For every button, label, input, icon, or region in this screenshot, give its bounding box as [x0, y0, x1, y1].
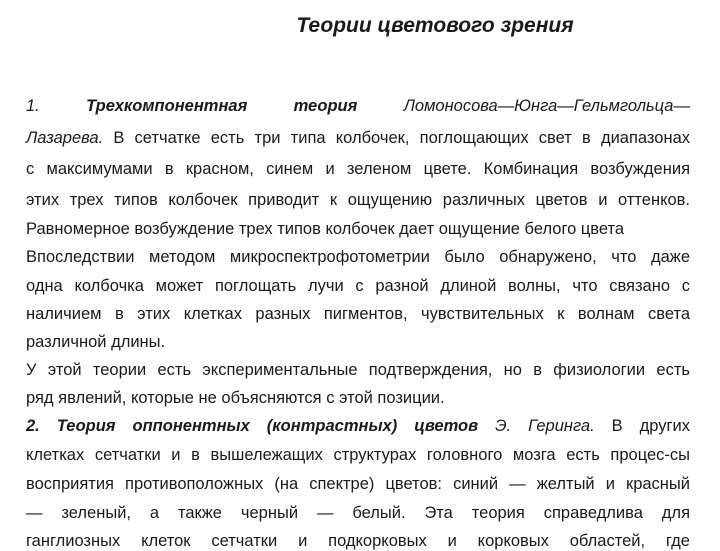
- text-line: У этой теории есть экспериментальные подтверждения, но в физиологии есть: [26, 361, 690, 379]
- text-line: одна колбочка может поглощать лучи с разной длиной волны, что связано с: [26, 277, 690, 295]
- text-line: — зеленый, а также черный — белый. Эта теория справедлива для: [26, 504, 690, 522]
- text-line: Впоследствии методом микроспектрофотометрии было обнаружено, что даже: [26, 248, 690, 266]
- theory-authors-cont: Лазарева.: [26, 129, 104, 147]
- theory-term: Трехкомпонентная: [86, 97, 248, 115]
- text-line: различной длины.: [26, 333, 166, 351]
- page-title: Теории цветового зрения: [296, 14, 574, 37]
- text-line: с максимумами в красном, синем и зеленом цвете. Комбинация возбуждения: [26, 160, 690, 178]
- theory-2-author: Э. Геринга.: [495, 417, 595, 435]
- text-line: наличием в этих клетках разных пигментов, чувствительных к волнам света: [26, 305, 690, 323]
- text-line: Равномерное возбуждение трех типов колбочек дает ощущение белого цвета: [26, 220, 625, 238]
- text-line: ряд явлений, которые не объясняются с этой позиции.: [26, 389, 445, 407]
- item-number: 1.: [26, 97, 40, 115]
- paragraph-1-line-2: [26, 128, 690, 148]
- text-line: ганглиозных клеток сетчатки и подкорковых и корковых областей, где: [26, 532, 690, 550]
- theory-term-2: теория: [293, 97, 358, 115]
- text-line: восприятия противоположных (на спектре) цветов: синий — желтый и красный: [26, 475, 690, 493]
- theory-authors: Ломоносова—Юнга—Гельмгольца—: [403, 97, 690, 115]
- text-line: В сетчатке есть три типа колбочек, поглощающих свет в диапазонах: [103, 129, 690, 147]
- paragraph-2-line-1: [26, 416, 690, 436]
- text-line: клетках сетчатки и в вышележащих структурах головного мозга есть процес-сы: [26, 446, 690, 464]
- paragraph-1-line-1: [26, 96, 690, 116]
- text-line: этих трех типов колбочек приводит к ощущению различных цветов и оттенков.: [26, 191, 690, 209]
- text-line: В других: [594, 417, 690, 435]
- theory-2-heading: 2. Теория оппонентных (контрастных) цветов: [26, 417, 479, 435]
